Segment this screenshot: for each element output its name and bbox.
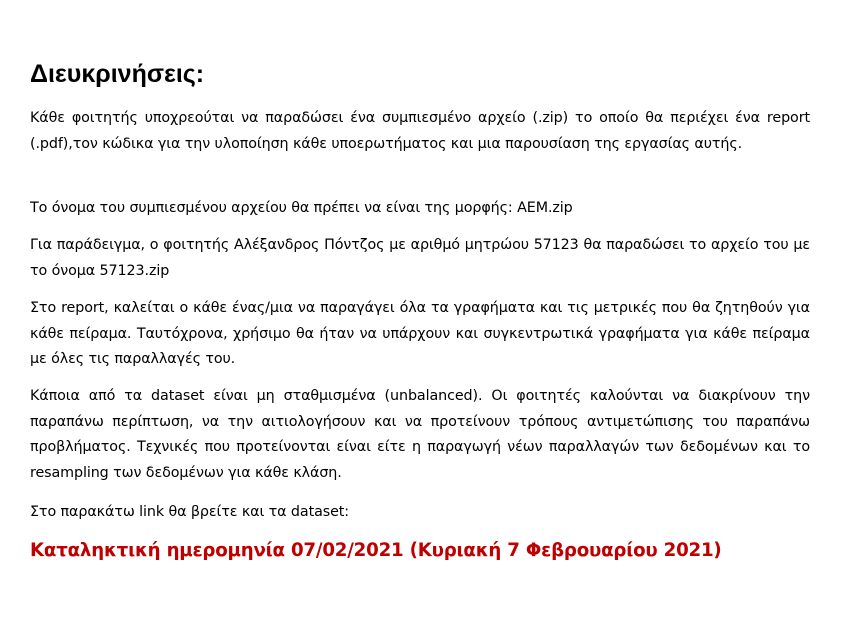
- deadline-notice: Καταληκτική ημερομηνία 07/02/2021 (Κυριακή 7 Φεβρουαρίου 2021): [30, 540, 722, 561]
- paragraph-naming-example: Για παράδειγμα, ο φοιτητής Αλέξανδρος Πόντζος με αριθμό μητρώου 57123 θα παραδώσει το αρχείο του με το όνομα 57123.zip: [30, 237, 810, 279]
- paragraph-report-content: Στο report, καλείται ο κάθε ένας/μια να παραγάγει όλα τα γραφήματα και τις μετρικές που θα ζητηθούν για κάθε πείραμα. Ταυτόχρονα, χρήσιμο θα ήταν να υπάρχουν και συγκεντρωτικά γραφήματα για κάθε πείραμα με όλες τις παραλλαγές του.: [30, 300, 810, 367]
- paragraph-dataset-link-intro: Στο παρακάτω link θα βρείτε και τα dataset:: [30, 504, 350, 520]
- paragraph-unbalanced-datasets: Κάποια από τα dataset είναι μη σταθμισμένα (unbalanced). Οι φοιτητές καλούνται να διακρίνουν την παραπάνω περίπτωση, να την αιτιολογήσουν και να προτείνουν τρόπους αντιμετώπισης του παραπάνω προβλήματος. Τεχνικές που προτείνονται είναι είτε η παραγωγή νέων παραλλαγών των δεδομένων και το resampling των δεδομένων για κάθε κλάση.: [30, 388, 810, 481]
- paragraph-archive-name-format: Το όνομα του συμπιεσμένου αρχείου θα πρέπει να είναι της μορφής: AEM.zip: [30, 200, 573, 216]
- page-heading: Διευκρινήσεις:: [30, 60, 205, 88]
- paragraph-submission-requirements: Κάθε φοιτητής υποχρεούται να παραδώσει ένα συμπιεσμένο αρχείο (.zip) το οποίο θα περιέχει ένα report (.pdf),τον κώδικα για την υλοποίηση κάθε υποερωτήματος και μια παρουσίαση της εργασίας αυτής.: [30, 110, 810, 152]
